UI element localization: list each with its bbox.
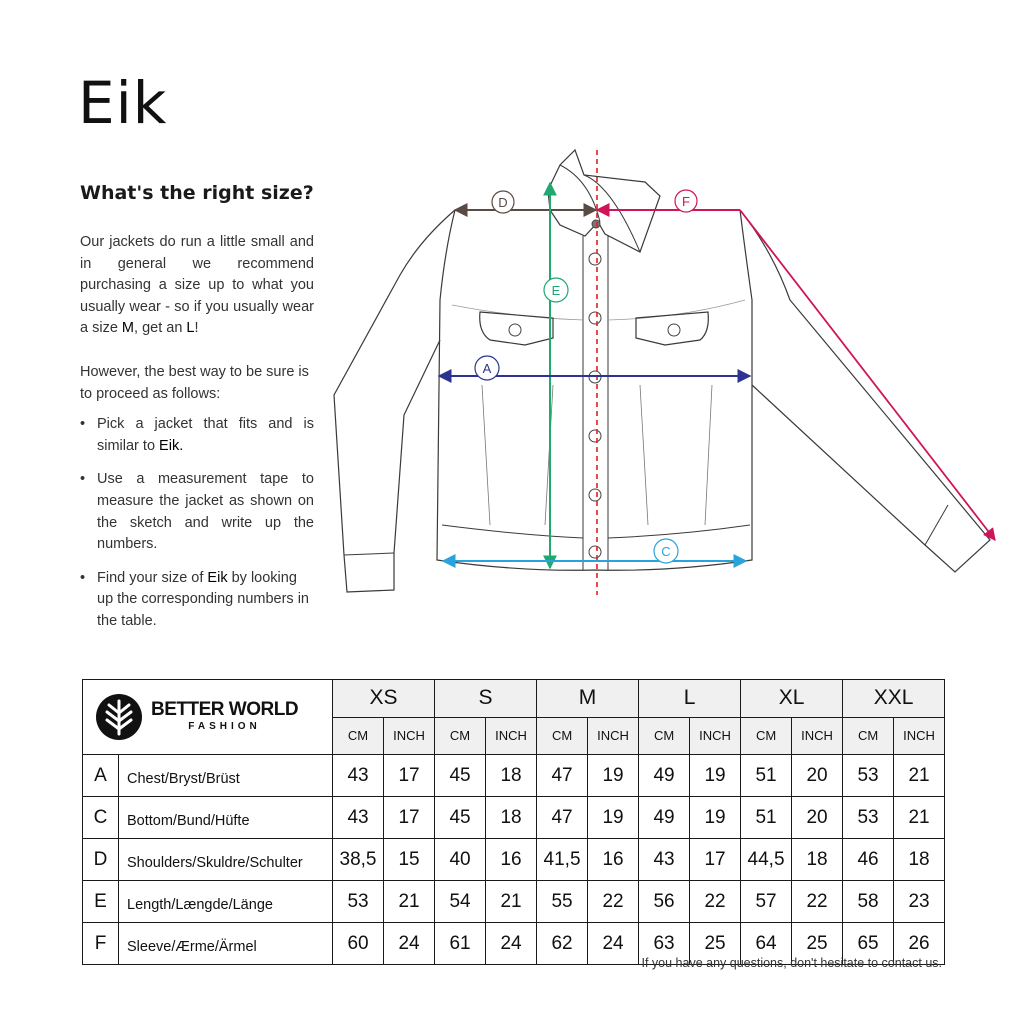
bullet-icon: • [80, 471, 86, 488]
size-value-cell: 16 [486, 839, 537, 881]
size-value-cell: 18 [792, 839, 843, 881]
size-value-cell: 55 [537, 881, 588, 923]
guide-intro: Our jackets do run a little small and in general we recommend purchasing a size up to what you usually wear - so if you usually wear a size M, get an L! [80, 234, 314, 337]
size-value-cell: 58 [843, 881, 894, 923]
size-header-xxl: XXL [843, 680, 945, 718]
size-header-xl: XL [741, 680, 843, 718]
size-value-cell: 49 [639, 797, 690, 839]
unit-header: INCH [792, 717, 843, 755]
measure-a [439, 356, 750, 380]
jacket-outline [334, 150, 990, 592]
bullet-icon: • [80, 416, 86, 433]
unit-header: CM [843, 717, 894, 755]
size-value-cell: 51 [741, 755, 792, 797]
size-value-cell: 17 [384, 755, 435, 797]
unit-header: INCH [588, 717, 639, 755]
guide-step-1: • Pick a jacket that fits and is similar to Eik. [80, 416, 314, 454]
measurement-code: A [83, 755, 119, 797]
size-value-cell: 46 [843, 839, 894, 881]
guide-step-3: • Find your size of Eik by looking up the corresponding numbers in the table. [80, 569, 309, 629]
size-header-s: S [435, 680, 537, 718]
size-value-cell: 22 [588, 881, 639, 923]
measurement-code: C [83, 797, 119, 839]
size-value-cell: 24 [486, 923, 537, 965]
size-value-cell: 19 [588, 755, 639, 797]
size-chart-table [82, 679, 945, 965]
unit-header: CM [639, 717, 690, 755]
unit-header: CM [333, 717, 384, 755]
measurement-code: D [83, 839, 119, 881]
measure-f [597, 190, 995, 540]
size-value-cell: 21 [894, 755, 945, 797]
size-value-cell: 19 [588, 797, 639, 839]
guide-steps [80, 414, 314, 632]
size-value-cell: 53 [333, 881, 384, 923]
size-value-cell: 51 [741, 797, 792, 839]
measure-d [455, 191, 596, 213]
unit-header: INCH [894, 717, 945, 755]
measurement-code: E [83, 881, 119, 923]
measurement-name: Chest/Bryst/Brüst [119, 755, 333, 797]
size-value-cell: 25 [792, 923, 843, 965]
table-row [83, 839, 945, 881]
size-value-cell: 41,5 [537, 839, 588, 881]
page-title: Eik [78, 69, 168, 137]
size-value-cell: 64 [741, 923, 792, 965]
size-value-cell: 61 [435, 923, 486, 965]
pocket-button-right [668, 324, 680, 336]
size-value-cell: 53 [843, 755, 894, 797]
size-value-cell: 21 [894, 797, 945, 839]
size-value-cell: 47 [537, 797, 588, 839]
size-value-cell: 43 [639, 839, 690, 881]
label-e: E [551, 283, 561, 298]
size-value-cell: 24 [588, 923, 639, 965]
jacket-buttons [509, 220, 680, 558]
measurement-name: Length/Længde/Länge [119, 881, 333, 923]
size-value-cell: 62 [537, 923, 588, 965]
size-header-m: M [537, 680, 639, 718]
size-value-cell: 60 [333, 923, 384, 965]
brand-sub: FASHION [188, 721, 261, 732]
size-m-highlight: M [121, 320, 135, 337]
size-value-cell: 18 [486, 755, 537, 797]
unit-header: CM [435, 717, 486, 755]
size-value-cell: 25 [690, 923, 741, 965]
size-value-cell: 40 [435, 839, 486, 881]
size-value-cell: 63 [639, 923, 690, 965]
size-value-cell: 47 [537, 755, 588, 797]
size-value-cell: 21 [486, 881, 537, 923]
size-value-cell: 38,5 [333, 839, 384, 881]
unit-header: CM [741, 717, 792, 755]
unit-header: INCH [690, 717, 741, 755]
size-value-cell: 53 [843, 797, 894, 839]
size-value-cell: 45 [435, 797, 486, 839]
guide-step-2: • Use a measurement tape to measure the jacket as shown on the sketch and write up the numbers. [80, 471, 314, 553]
bullet-icon: • [80, 569, 86, 586]
size-value-cell: 24 [384, 923, 435, 965]
size-value-cell: 22 [792, 881, 843, 923]
label-c: C [661, 544, 671, 559]
size-value-cell: 19 [690, 755, 741, 797]
size-value-cell: 22 [690, 881, 741, 923]
table-row [83, 881, 945, 923]
brand-logo-cell [83, 680, 333, 755]
size-value-cell: 18 [486, 797, 537, 839]
unit-header: INCH [486, 717, 537, 755]
size-value-cell: 16 [588, 839, 639, 881]
size-value-cell: 18 [894, 839, 945, 881]
guide-heading: What's the right size? [80, 182, 314, 204]
size-value-cell: 65 [843, 923, 894, 965]
size-value-cell: 17 [384, 797, 435, 839]
size-value-cell: 26 [894, 923, 945, 965]
guide-best-way: However, the best way to be sure is to proceed as follows: [80, 363, 309, 402]
size-value-cell: 54 [435, 881, 486, 923]
size-value-cell: 43 [333, 755, 384, 797]
unit-header: CM [537, 717, 588, 755]
size-value-cell: 23 [894, 881, 945, 923]
measurement-name: Shoulders/Skuldre/Schulter [119, 839, 333, 881]
size-chart-rows [83, 755, 945, 965]
pocket-button-left [509, 324, 521, 336]
brand-name: BETTER WORLD [151, 699, 299, 720]
size-guide-text [80, 180, 314, 645]
size-value-cell: 19 [690, 797, 741, 839]
tree-logo-icon [95, 693, 143, 741]
size-value-cell: 17 [690, 839, 741, 881]
size-value-cell: 45 [435, 755, 486, 797]
size-value-cell: 49 [639, 755, 690, 797]
measurement-name: Sleeve/Ærme/Ärmel [119, 923, 333, 965]
table-row [83, 755, 945, 797]
size-value-cell: 15 [384, 839, 435, 881]
size-value-cell: 56 [639, 881, 690, 923]
measurement-code: F [83, 923, 119, 965]
jacket-measurement-sketch [330, 140, 1010, 610]
unit-header: INCH [384, 717, 435, 755]
size-value-cell: 43 [333, 797, 384, 839]
label-d: D [498, 195, 508, 210]
table-row [83, 797, 945, 839]
size-value-cell: 44,5 [741, 839, 792, 881]
label-f: F [682, 194, 690, 209]
size-value-cell: 20 [792, 797, 843, 839]
measurement-name: Bottom/Bund/Hüfte [119, 797, 333, 839]
size-l-highlight: L [186, 320, 195, 337]
contact-note: If you have any questions, don't hesitate to contact us. [641, 956, 942, 970]
size-header-xs: XS [333, 680, 435, 718]
size-header-l: L [639, 680, 741, 718]
size-value-cell: 20 [792, 755, 843, 797]
size-value-cell: 57 [741, 881, 792, 923]
label-a: A [482, 361, 492, 376]
size-value-cell: 21 [384, 881, 435, 923]
